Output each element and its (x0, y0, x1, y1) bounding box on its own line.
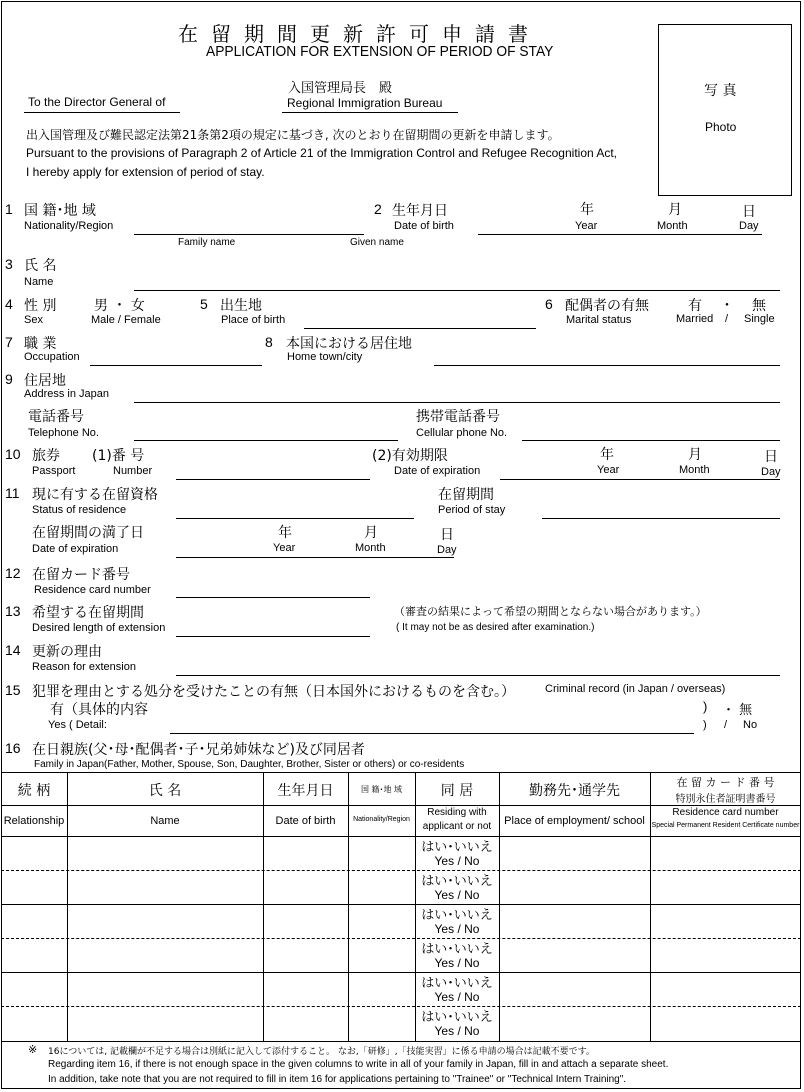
criminal-no-en: No (743, 719, 758, 731)
card-label-jp: 在留カード番号 (32, 567, 130, 583)
marital-label-jp: 配偶者の有無 (565, 298, 649, 314)
cell-input[interactable] (522, 440, 780, 441)
family-name-label: Family name (178, 237, 236, 248)
name-label-en: Name (24, 276, 54, 288)
item-number: 15 (5, 682, 21, 698)
item-number: 12 (5, 565, 21, 581)
item-number: 16 (5, 740, 21, 756)
hometown-label-jp: 本国における居住地 (286, 336, 412, 352)
dob-input[interactable] (478, 234, 762, 235)
desired-input[interactable] (176, 636, 370, 637)
col-employment-jp: 勤務先･通学先 (529, 783, 620, 799)
sex-label-en: Sex (24, 314, 43, 326)
col-name-en: Name (150, 815, 180, 827)
occupation-input[interactable] (90, 365, 262, 366)
single-en: Single (744, 313, 775, 325)
nationality-label-jp: 国 籍･地 域 (24, 203, 96, 219)
dob-label-en: Date of birth (394, 220, 454, 232)
residing-option-en: Yes / No (434, 990, 480, 1004)
col-dob-jp: 生年月日 (277, 783, 334, 799)
col-residing-en-1: Residing with (427, 807, 487, 818)
passport-label-en: Passport (32, 465, 76, 477)
married-en: Married (676, 313, 714, 325)
criminal-label-en: Criminal record (in Japan / overseas) (545, 683, 726, 695)
col-residing-jp: 同 居 (440, 783, 474, 799)
day-en: Day (437, 544, 457, 556)
period-label-en: Period of stay (438, 504, 506, 516)
title-en: APPLICATION FOR EXTENSION OF PERIOD OF STAY (206, 43, 554, 60)
period-expiry-label-en: Date of expiration (32, 543, 119, 555)
item-number: 9 (5, 371, 13, 387)
criminal-no-jp[interactable]: ・ 無 (722, 703, 753, 718)
marital-separator: ・ (720, 298, 734, 314)
tel-label-jp: 電話番号 (28, 409, 84, 425)
criminal-label-jp: 犯罪を理由とする処分を受けたことの有無（日本国外におけるものを含む。） (32, 684, 515, 700)
photo-box[interactable] (658, 24, 792, 196)
footer-note-en-2: In addition, take note that you are not required to fill in item 16 for applications pertaining to "Trainee" or "Technical Intern Training". (48, 1074, 627, 1085)
dob-label-jp: 生年月日 (392, 203, 448, 219)
col-card-en: Residence card number (672, 807, 779, 818)
residing-option-en: Yes / No (434, 956, 480, 970)
year-en: Year (597, 464, 620, 476)
col-employment-en: Place of employment/ school (504, 815, 645, 827)
footer-mark: ※ (28, 1043, 38, 1056)
residing-option[interactable]: はい･いいえ (421, 942, 493, 957)
month-en: Month (657, 220, 688, 232)
month-en: Month (355, 542, 386, 554)
intro-en-2: I hereby apply for extension of period of stay. (26, 165, 265, 179)
month-en: Month (679, 464, 710, 476)
residing-option-en: Yes / No (434, 854, 480, 868)
year-jp: 年 (278, 525, 292, 541)
item-number: 5 (200, 296, 208, 312)
reason-label-jp: 更新の理由 (32, 644, 102, 660)
item-number: 3 (5, 256, 13, 272)
status-input[interactable] (176, 518, 414, 519)
col-name-jp: 氏 名 (148, 783, 182, 799)
intro-jp: 出入国管理及び難民認定法第21条第2項の規定に基づき, 次のとおり在留期間の更新を申請します。 (26, 128, 560, 142)
footer-note-jp: 16については, 記載欄が不足する場合は別紙に記入して添付すること。 なお,「研修」,「技能実習」に係る申請の場合は記載不要です。 (48, 1047, 595, 1057)
nationality-label-en: Nationality/Region (24, 220, 114, 232)
intro-en-1: Pursuant to the provisions of Paragraph 2 of Article 21 of the Immigration Control and Refugee Recognition Act, (26, 146, 618, 160)
criminal-yes-jp[interactable]: 有（具体的内容 (50, 702, 148, 718)
col-nationality-jp: 国 籍･地 域 (360, 785, 403, 794)
occupation-label-en: Occupation (24, 351, 80, 363)
card-label-en: Residence card number (34, 584, 151, 596)
pob-label-en: Place of birth (221, 314, 286, 326)
cell-label-en: Cellular phone No. (416, 427, 508, 439)
reason-label-en: Reason for extension (32, 661, 136, 673)
residing-option-en: Yes / No (434, 1024, 480, 1038)
item-number: 7 (5, 334, 13, 350)
desired-label-en: Desired length of extension (32, 622, 166, 634)
bureau-jp: 入国管理局長 殿 (288, 81, 393, 96)
name-label-jp: 氏 名 (24, 258, 57, 274)
criminal-no-slash: / (724, 719, 728, 731)
item-number: 11 (5, 485, 20, 501)
tel-input[interactable] (134, 440, 398, 441)
photo-label-en: Photo (705, 120, 737, 134)
pob-input[interactable] (304, 328, 536, 329)
card-input[interactable] (176, 597, 370, 598)
col-card-jp: 在 留 カ ー ド 番 号 (676, 776, 775, 789)
passport-number-label-en: Number (113, 465, 153, 477)
residing-option-en: Yes / No (434, 888, 480, 902)
col-dob-en: Date of birth (275, 815, 336, 827)
sex-options-jp[interactable]: 男 ・ 女 (94, 298, 145, 314)
period-input[interactable] (542, 518, 780, 519)
passport-number-input[interactable] (176, 479, 370, 480)
period-expiry-label-jp: 在留期間の満了日 (32, 525, 144, 541)
month-jp: 月 (688, 447, 702, 463)
year-jp: 年 (580, 202, 594, 218)
passport-label-jp: 旅券 (32, 448, 60, 464)
day-en: Day (761, 466, 781, 478)
hometown-input[interactable] (434, 365, 780, 366)
single-jp[interactable]: 無 (752, 298, 766, 314)
tel-label-en: Telephone No. (28, 427, 99, 439)
residing-option[interactable]: はい･いいえ (421, 976, 493, 991)
criminal-paren-en: ) (703, 719, 707, 731)
footer-note-en-1: Regarding item 16, if there is not enough space in the given columns to write in all of your family in Japan, fill in and attach a separate sheet. (48, 1059, 669, 1070)
day-jp: 日 (440, 527, 454, 543)
month-jp: 月 (364, 525, 378, 541)
photo-label-jp: 写 真 (704, 83, 737, 99)
year-jp: 年 (600, 447, 614, 463)
item-number: 2 (374, 201, 382, 217)
reason-input[interactable] (176, 675, 780, 676)
passport-expiry-label-jp: (2)有効期限 (372, 448, 448, 464)
to-director-label: To the Director General of (28, 95, 166, 109)
col-certificate-jp: 特別永住者証明書番号 (675, 794, 776, 805)
year-en: Year (273, 542, 296, 554)
name-input[interactable] (134, 290, 780, 291)
cell-label-jp: 携帯電話番号 (416, 409, 500, 425)
passport-expiry-input[interactable] (500, 479, 780, 480)
item-number: 1 (5, 201, 13, 217)
desired-label-jp: 希望する在留期間 (32, 605, 144, 621)
title-jp: 在留期間更新許可申請書 (178, 22, 541, 46)
marital-slash: / (725, 313, 729, 325)
residing-option[interactable]: はい･いいえ (421, 1010, 493, 1025)
day-en: Day (739, 220, 759, 232)
period-label-jp: 在留期間 (438, 487, 494, 503)
sex-label-jp: 性 別 (24, 298, 57, 314)
day-jp: 日 (742, 204, 756, 220)
col-relationship-en: Relationship (3, 815, 65, 827)
criminal-detail-input[interactable] (170, 733, 694, 734)
item-number: 14 (5, 642, 21, 658)
item-number: 10 (5, 446, 21, 462)
item-number: 13 (5, 603, 21, 619)
residing-option[interactable]: はい･いいえ (421, 840, 493, 855)
hometown-label-en: Home town/city (287, 351, 363, 363)
bureau-en: Regional Immigration Bureau (287, 96, 443, 110)
family-label-jp: 在日親族(父･母･配偶者･子･兄弟姉妹など)及び同居者 (32, 742, 365, 758)
marital-label-en: Marital status (566, 314, 632, 326)
desired-note-jp: （審査の結果によって希望の期間とならない場合があります。） (394, 605, 707, 618)
residing-option[interactable]: はい･いいえ (421, 874, 493, 889)
pob-label-jp: 出生地 (220, 298, 262, 314)
desired-note-en: ( It may not be as desired after examination.) (396, 622, 595, 633)
passport-expiry-label-en: Date of expiration (394, 465, 481, 477)
married-jp[interactable]: 有 (688, 298, 702, 314)
nationality-input[interactable] (134, 234, 364, 235)
family-label-en: Family in Japan(Father, Mother, Spouse, Son, Daughter, Brother, Sister or others) or co-residents (34, 759, 465, 770)
given-name-label: Given name (350, 237, 404, 248)
item-number: 4 (5, 296, 13, 312)
col-certificate-en: Special Permanent Resident Certificate number (651, 822, 800, 829)
occupation-label-jp: 職 業 (24, 336, 57, 352)
col-nationality-en: Nationality/Region (353, 816, 410, 823)
item-number: 6 (545, 296, 553, 312)
criminal-paren-jp: ) (703, 699, 708, 714)
sex-options-en: Male / Female (91, 314, 161, 326)
address-label-jp: 住居地 (24, 373, 66, 389)
address-input[interactable] (134, 402, 780, 403)
period-expiry-input[interactable] (176, 557, 454, 558)
month-jp: 月 (668, 202, 682, 218)
col-relationship-jp: 続 柄 (17, 783, 51, 799)
day-jp: 日 (764, 449, 778, 465)
status-label-en: Status of residence (32, 504, 127, 516)
item-number: 8 (265, 334, 273, 350)
year-en: Year (575, 220, 598, 232)
status-label-jp: 現に有する在留資格 (32, 487, 158, 503)
residing-option[interactable]: はい･いいえ (421, 908, 493, 923)
address-label-en: Address in Japan (24, 388, 109, 400)
criminal-yes-en: Yes ( Detail: (48, 719, 107, 731)
col-residing-en-2: applicant or not (422, 821, 492, 832)
residing-option-en: Yes / No (434, 922, 480, 936)
passport-number-label-jp: (1)番 号 (92, 448, 145, 464)
